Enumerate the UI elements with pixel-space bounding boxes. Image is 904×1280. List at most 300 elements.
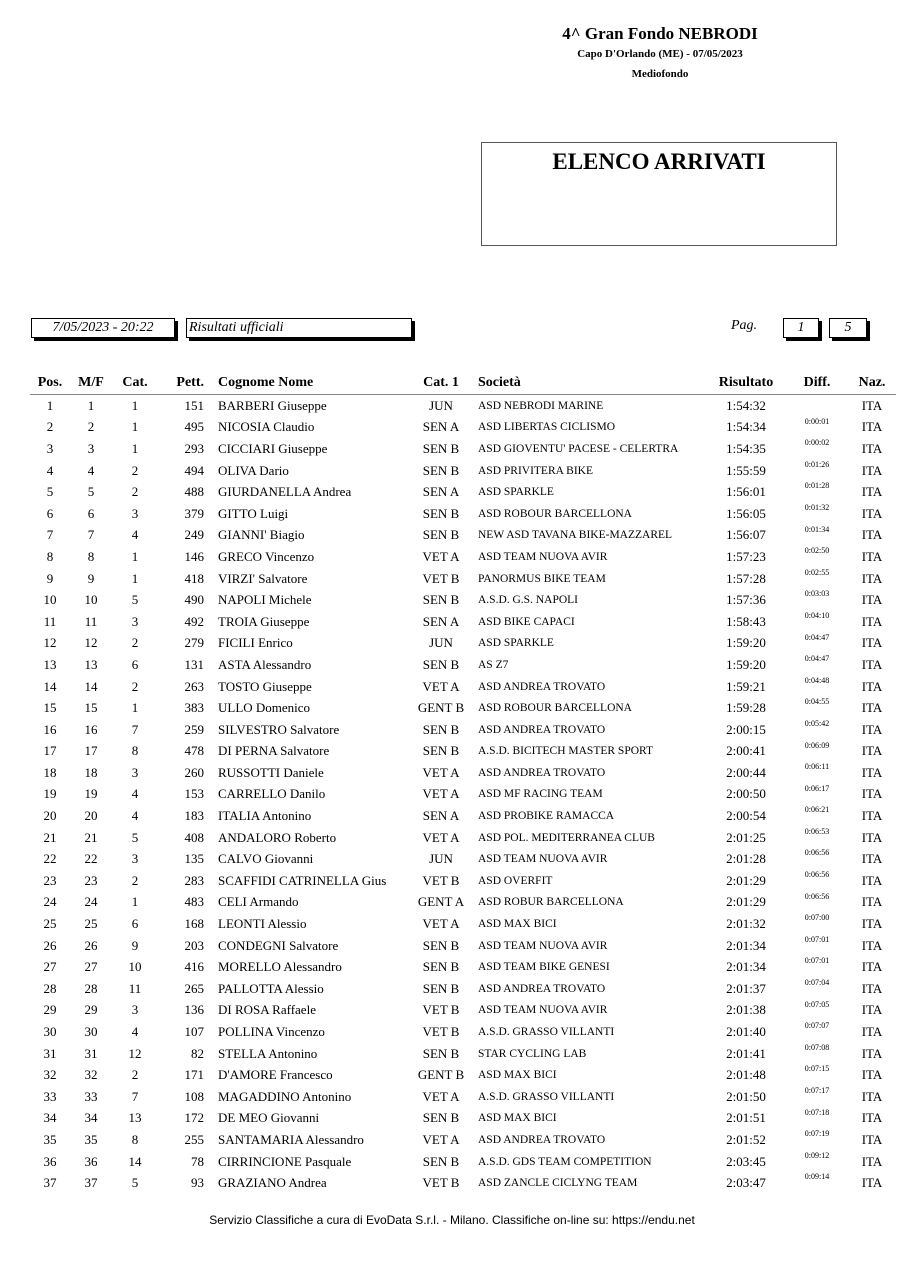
cell-name: SCAFFIDI CATRINELLA Gius	[218, 872, 387, 888]
cell-naz: ITA	[861, 937, 883, 953]
cell-naz: ITA	[861, 829, 883, 845]
page-total: 5	[829, 318, 867, 338]
cell-cat1: VET A	[422, 786, 460, 802]
cell-name: D'AMORE Francesco	[218, 1067, 333, 1083]
cell-cat: 3	[131, 1002, 139, 1018]
cell-cat: 4	[131, 808, 139, 824]
cell-cat: 6	[131, 916, 139, 932]
cell-societa: ASD MAX BICI	[478, 918, 557, 931]
cell-mf: 19	[84, 786, 98, 802]
cell-mf: 10	[84, 592, 98, 608]
cell-risultato: 1:56:07	[726, 527, 766, 543]
cell-mf: 14	[84, 678, 98, 694]
cell-societa: ASD ROBOUR BARCELLONA	[478, 507, 632, 520]
event-location-date: Capo D'Orlando (ME) - 07/05/2023	[577, 48, 743, 60]
table-row	[30, 633, 896, 655]
cell-pos: 15	[43, 700, 57, 716]
cell-pett: 249	[184, 527, 204, 543]
cell-cat1: VET A	[422, 1088, 460, 1104]
cell-mf: 33	[84, 1088, 98, 1104]
cell-diff: 0:04:10	[804, 610, 830, 620]
cell-cat1: VET A	[422, 916, 460, 932]
cell-societa: ASD ROBOUR BARCELLONA	[478, 702, 632, 715]
cell-cat: 2	[131, 484, 139, 500]
cell-naz: ITA	[861, 1088, 883, 1104]
cell-societa: ASD ANDREA TROVATO	[478, 766, 606, 779]
cell-diff: 0:00:01	[804, 416, 830, 426]
cell-diff: 0:06:56	[804, 891, 830, 901]
table-row	[30, 784, 896, 806]
cell-risultato: 1:54:35	[726, 440, 766, 456]
cell-name: MAGADDINO Antonino	[218, 1088, 352, 1104]
cell-risultato: 2:01:25	[726, 829, 766, 845]
cell-mf: 23	[84, 872, 98, 888]
cell-societa: AS Z7	[478, 658, 509, 671]
cell-diff: 0:07:01	[804, 934, 830, 944]
cell-risultato: 2:00:44	[726, 764, 766, 780]
cell-risultato: 2:01:48	[726, 1067, 766, 1083]
cell-diff: 0:04:48	[804, 675, 830, 685]
cell-societa: PANORMUS BIKE TEAM	[478, 572, 606, 585]
cell-risultato: 1:55:59	[726, 462, 766, 478]
cell-risultato: 1:56:01	[726, 484, 766, 500]
cell-pos: 24	[43, 894, 57, 910]
cell-cat1: GENT A	[417, 894, 465, 910]
cell-mf: 37	[84, 1175, 98, 1191]
table-row	[30, 1021, 896, 1043]
col-header-risultato: Risultato	[706, 372, 786, 395]
cell-diff: 0:09:12	[804, 1150, 830, 1160]
cell-name: PALLOTTA Alessio	[218, 980, 324, 996]
cell-societa: ASD LIBERTAS CICLISMO	[478, 421, 616, 434]
cell-pett: 495	[184, 419, 204, 435]
cell-cat: 1	[131, 548, 139, 564]
cell-mf: 4	[87, 462, 95, 478]
cell-name: SANTAMARIA Alessandro	[218, 1131, 364, 1147]
cell-societa: ASD NEBRODI MARINE	[478, 399, 604, 412]
cell-naz: ITA	[861, 1131, 883, 1147]
cell-pos: 34	[43, 1110, 57, 1126]
cell-cat1: SEN B	[422, 743, 460, 759]
cell-pos: 29	[43, 1002, 57, 1018]
cell-cat1: JUN	[429, 397, 453, 413]
cell-pos: 26	[43, 937, 57, 953]
cell-name: ITALIA Antonino	[218, 808, 312, 824]
cell-naz: ITA	[861, 1067, 883, 1083]
cell-mf: 28	[84, 980, 98, 996]
cell-name: ULLO Domenico	[218, 700, 311, 716]
cell-risultato: 2:01:34	[726, 959, 766, 975]
cell-cat1: SEN B	[422, 1110, 460, 1126]
cell-societa: ASD MAX BICI	[478, 1069, 557, 1082]
cell-risultato: 2:01:38	[726, 1002, 766, 1018]
table-header-row	[30, 372, 896, 395]
cell-mf: 13	[84, 656, 98, 672]
cell-pos: 1	[46, 397, 54, 413]
cell-pett: 416	[184, 959, 204, 975]
table-row	[30, 460, 896, 482]
cell-mf: 12	[84, 635, 98, 651]
cell-diff: 0:06:21	[804, 805, 830, 815]
cell-name: DI ROSA Raffaele	[218, 1002, 316, 1018]
cell-mf: 11	[84, 613, 98, 629]
cell-mf: 34	[84, 1110, 98, 1126]
cell-mf: 2	[87, 419, 95, 435]
cell-cat: 1	[131, 397, 139, 413]
cell-cat1: SEN B	[422, 656, 460, 672]
cell-naz: ITA	[861, 570, 883, 586]
cell-risultato: 2:00:54	[726, 808, 766, 824]
cell-mf: 30	[84, 1024, 98, 1040]
cell-mf: 18	[84, 764, 98, 780]
cell-pett: 494	[184, 462, 204, 478]
cell-name: CALVO Giovanni	[218, 851, 314, 867]
table-row	[30, 1043, 896, 1065]
cell-name: BARBERI Giuseppe	[218, 397, 327, 413]
cell-risultato: 1:57:28	[726, 570, 766, 586]
cell-diff: 0:07:15	[804, 1064, 830, 1074]
cell-pett: 153	[184, 786, 204, 802]
cell-cat: 2	[131, 678, 139, 694]
cell-pos: 27	[43, 959, 57, 975]
cell-pett: 265	[184, 980, 204, 996]
cell-naz: ITA	[861, 872, 883, 888]
cell-diff: 0:07:17	[804, 1086, 830, 1095]
cell-risultato: 2:01:40	[726, 1024, 766, 1040]
cell-cat1: SEN B	[422, 527, 460, 543]
cell-diff: 0:06:17	[804, 783, 830, 793]
cell-cat1: SEN B	[422, 440, 460, 456]
cell-naz: ITA	[861, 1024, 883, 1040]
cell-mf: 31	[84, 1045, 98, 1061]
cell-naz: ITA	[861, 959, 883, 975]
cell-name: FICILI Enrico	[218, 635, 293, 651]
table-row	[30, 1064, 896, 1086]
cell-societa: ASD TEAM NUOVA AVIR	[478, 550, 608, 563]
cell-risultato: 2:03:47	[726, 1175, 766, 1191]
cell-cat: 4	[131, 527, 139, 543]
cell-cat1: VET B	[422, 1002, 460, 1018]
table-row	[30, 870, 896, 892]
cell-societa: A.S.D. BICITECH MASTER SPORT	[478, 745, 654, 758]
cell-cat1: VET A	[422, 548, 460, 564]
cell-societa: ASD SPARKLE	[478, 486, 554, 499]
cell-risultato: 1:58:43	[726, 613, 766, 629]
cell-mf: 8	[87, 548, 95, 564]
cell-naz: ITA	[861, 656, 883, 672]
cell-societa: ASD TEAM NUOVA AVIR	[478, 853, 608, 866]
cell-societa: STAR CYCLING LAB	[478, 1047, 587, 1060]
table-row	[30, 719, 896, 741]
cell-cat: 3	[131, 505, 139, 521]
cell-societa: ASD PROBIKE RAMACCA	[478, 810, 615, 823]
cell-risultato: 1:57:36	[726, 592, 766, 608]
col-header-cat1: Cat. 1	[408, 372, 474, 395]
cell-name: DE MEO Giovanni	[218, 1110, 320, 1126]
cell-risultato: 1:59:28	[726, 700, 766, 716]
cell-cat1: SEN B	[422, 1153, 460, 1169]
cell-mf: 6	[87, 505, 95, 521]
cell-pett: 171	[184, 1067, 204, 1083]
cell-diff	[786, 395, 848, 417]
cell-cat: 12	[128, 1045, 142, 1061]
cell-name: NAPOLI Michele	[218, 592, 312, 608]
cell-diff: 0:06:09	[804, 740, 830, 750]
cell-pett: 383	[184, 700, 204, 716]
cell-mf: 35	[84, 1131, 98, 1147]
cell-mf: 24	[84, 894, 98, 910]
table-row	[30, 913, 896, 935]
cell-pos: 35	[43, 1131, 57, 1147]
cell-cat1: VET B	[422, 1024, 460, 1040]
cell-pos: 13	[43, 656, 57, 672]
table-row	[30, 417, 896, 439]
cell-mf: 9	[87, 570, 95, 586]
page-current: 1	[783, 318, 819, 338]
cell-societa: A.S.D. G.S. NAPOLI	[478, 594, 578, 607]
cell-risultato: 2:00:50	[726, 786, 766, 802]
cell-societa: ASD ANDREA TROVATO	[478, 982, 606, 995]
cell-risultato: 2:01:50	[726, 1088, 766, 1104]
table-row	[30, 481, 896, 503]
cell-mf: 17	[84, 743, 98, 759]
results-table	[30, 372, 896, 1194]
cell-name: TROIA Giuseppe	[218, 613, 310, 629]
cell-diff: 0:07:18	[804, 1107, 830, 1117]
cell-cat1: SEN A	[422, 613, 460, 629]
cell-name: GITTO Luigi	[218, 505, 289, 521]
cell-naz: ITA	[861, 764, 883, 780]
timestamp-box: 7/05/2023 - 20:22	[31, 318, 175, 338]
cell-naz: ITA	[861, 808, 883, 824]
cell-cat1: SEN B	[422, 462, 460, 478]
cell-name: STELLA Antonino	[218, 1045, 318, 1061]
cell-risultato: 2:01:37	[726, 980, 766, 996]
cell-cat1: JUN	[429, 851, 453, 867]
cell-naz: ITA	[861, 1045, 883, 1061]
table-row	[30, 1000, 896, 1022]
cell-societa: ASD OVERFIT	[478, 874, 553, 887]
table-row	[30, 848, 896, 870]
cell-risultato: 2:03:45	[726, 1153, 766, 1169]
cell-naz: ITA	[861, 721, 883, 737]
cell-naz: ITA	[861, 613, 883, 629]
cell-pett: 135	[184, 851, 204, 867]
cell-pos: 20	[43, 808, 57, 824]
cell-naz: ITA	[861, 1002, 883, 1018]
table-row	[30, 1129, 896, 1151]
cell-name: VIRZI' Salvatore	[218, 570, 308, 586]
cell-risultato: 2:01:29	[726, 872, 766, 888]
cell-diff: 0:01:28	[804, 481, 830, 491]
cell-name: LEONTI Alessio	[218, 916, 307, 932]
cell-cat1: SEN A	[422, 484, 460, 500]
cell-pett: 183	[184, 808, 204, 824]
cell-name: GRAZIANO Andrea	[218, 1175, 327, 1191]
cell-cat: 2	[131, 462, 139, 478]
cell-cat: 4	[131, 1024, 139, 1040]
cell-pos: 28	[43, 980, 57, 996]
cell-naz: ITA	[861, 635, 883, 651]
cell-pos: 18	[43, 764, 57, 780]
cell-societa: ASD TEAM NUOVA AVIR	[478, 939, 608, 952]
col-header-naz: Naz.	[848, 372, 896, 395]
cell-cat: 6	[131, 656, 139, 672]
cell-naz: ITA	[861, 786, 883, 802]
cell-mf: 27	[84, 959, 98, 975]
cell-pett: 172	[184, 1110, 204, 1126]
cell-pos: 2	[46, 419, 54, 435]
cell-diff: 0:07:05	[804, 999, 830, 1009]
col-header-pett: Pett.	[158, 372, 204, 395]
cell-cat: 5	[131, 1175, 139, 1191]
cell-cat: 1	[131, 570, 139, 586]
table-row	[30, 503, 896, 525]
cell-mf: 26	[84, 937, 98, 953]
page-label: Pag.	[731, 318, 758, 333]
cell-societa: A.S.D. GRASSO VILLANTI	[478, 1090, 615, 1103]
cell-pos: 12	[43, 635, 57, 651]
cell-mf: 29	[84, 1002, 98, 1018]
cell-risultato: 1:59:21	[726, 678, 766, 694]
cell-risultato: 2:00:15	[726, 721, 766, 737]
table-row	[30, 1151, 896, 1173]
cell-cat1: SEN B	[422, 937, 460, 953]
cell-diff: 0:04:47	[804, 632, 830, 642]
cell-name: POLLINA Vincenzo	[218, 1024, 325, 1040]
cell-naz: ITA	[861, 894, 883, 910]
cell-naz: ITA	[861, 700, 883, 716]
results-body	[30, 395, 896, 1194]
cell-cat: 1	[131, 419, 139, 435]
table-row	[30, 611, 896, 633]
cell-risultato: 2:01:41	[726, 1045, 766, 1061]
cell-cat1: SEN B	[422, 721, 460, 737]
table-row	[30, 978, 896, 1000]
cell-name: CIRRINCIONE Pasquale	[218, 1153, 352, 1169]
table-row	[30, 654, 896, 676]
cell-pett: 108	[184, 1088, 204, 1104]
cell-cat1: SEN A	[422, 808, 460, 824]
cell-pos: 37	[43, 1175, 57, 1191]
cell-societa: ASD SPARKLE	[478, 637, 554, 650]
cell-societa: ASD TEAM NUOVA AVIR	[478, 1004, 608, 1017]
table-row	[30, 805, 896, 827]
cell-name: CARRELLO Danilo	[218, 786, 326, 802]
col-header-pos: Pos.	[30, 372, 70, 395]
cell-pett: 478	[184, 743, 204, 759]
cell-naz: ITA	[861, 1175, 883, 1191]
cell-pett: 492	[184, 613, 204, 629]
cell-cat1: SEN B	[422, 505, 460, 521]
cell-pos: 8	[46, 548, 54, 564]
cell-naz: ITA	[861, 527, 883, 543]
cell-pos: 33	[43, 1088, 57, 1104]
cell-pett: 483	[184, 894, 204, 910]
cell-pett: 151	[184, 397, 204, 413]
cell-naz: ITA	[861, 548, 883, 564]
cell-societa: NEW ASD TAVANA BIKE-MAZZAREL	[478, 529, 673, 542]
cell-cat1: GENT B	[417, 700, 465, 716]
table-row	[30, 395, 896, 417]
cell-pett: 82	[191, 1045, 204, 1061]
cell-cat: 4	[131, 786, 139, 802]
cell-pos: 36	[43, 1153, 57, 1169]
cell-diff: 0:06:11	[804, 762, 830, 772]
cell-societa: ASD ROBUR BARCELLONA	[478, 896, 624, 909]
cell-diff: 0:07:04	[804, 978, 830, 988]
cell-mf: 16	[84, 721, 98, 737]
table-row	[30, 741, 896, 763]
cell-mf: 25	[84, 916, 98, 932]
cell-name: GIURDANELLA Andrea	[218, 484, 352, 500]
cell-name: RUSSOTTI Daniele	[218, 764, 324, 780]
cell-cat: 7	[131, 1088, 139, 1104]
cell-cat: 14	[128, 1153, 142, 1169]
cell-societa: ASD GIOVENTU' PACESE - CELERTRA	[478, 442, 679, 455]
cell-mf: 1	[87, 397, 95, 413]
cell-cat1: SEN B	[422, 980, 460, 996]
cell-societa: ASD ANDREA TROVATO	[478, 680, 606, 693]
list-title-box	[481, 142, 837, 246]
cell-pos: 30	[43, 1024, 57, 1040]
cell-diff: 0:07:08	[804, 1042, 830, 1052]
cell-cat: 8	[131, 1131, 139, 1147]
cell-naz: ITA	[861, 419, 883, 435]
race-name: Mediofondo	[631, 68, 689, 80]
cell-risultato: 1:59:20	[726, 656, 766, 672]
cell-name: MORELLO Alessandro	[218, 959, 342, 975]
cell-diff: 0:07:00	[804, 913, 830, 923]
cell-risultato: 1:56:05	[726, 505, 766, 521]
cell-pos: 31	[43, 1045, 57, 1061]
cell-cat1: SEN A	[422, 419, 460, 435]
cell-pett: 168	[184, 916, 204, 932]
col-header-diff: Diff.	[786, 372, 848, 395]
cell-name: CONDEGNI Salvatore	[218, 937, 339, 953]
cell-mf: 3	[87, 440, 95, 456]
list-title: ELENCO ARRIVATI	[552, 149, 766, 174]
cell-pett: 408	[184, 829, 204, 845]
cell-diff: 0:00:02	[804, 438, 830, 448]
cell-pos: 6	[46, 505, 54, 521]
cell-mf: 22	[84, 851, 98, 867]
cell-naz: ITA	[861, 397, 883, 413]
cell-cat: 2	[131, 1067, 139, 1083]
cell-cat: 10	[128, 959, 142, 975]
cell-mf: 20	[84, 808, 98, 824]
cell-pett: 279	[184, 635, 204, 651]
cell-pett: 78	[191, 1153, 204, 1169]
cell-cat: 2	[131, 872, 139, 888]
cell-mf: 36	[84, 1153, 98, 1169]
cell-societa: ASD POL. MEDITERRANEA CLUB	[478, 831, 655, 844]
status-box: Risultati ufficiali	[186, 318, 412, 338]
cell-pett: 418	[184, 570, 204, 586]
cell-cat1: VET A	[422, 1131, 460, 1147]
event-title: 4^ Gran Fondo NEBRODI	[562, 24, 758, 43]
cell-naz: ITA	[861, 592, 883, 608]
table-row	[30, 762, 896, 784]
cell-naz: ITA	[861, 440, 883, 456]
cell-pos: 19	[43, 786, 57, 802]
cell-pos: 22	[43, 851, 57, 867]
cell-pos: 5	[46, 484, 54, 500]
cell-pett: 283	[184, 872, 204, 888]
cell-cat: 9	[131, 937, 139, 953]
cell-diff: 0:07:07	[804, 1021, 830, 1031]
cell-cat1: VET A	[422, 678, 460, 694]
